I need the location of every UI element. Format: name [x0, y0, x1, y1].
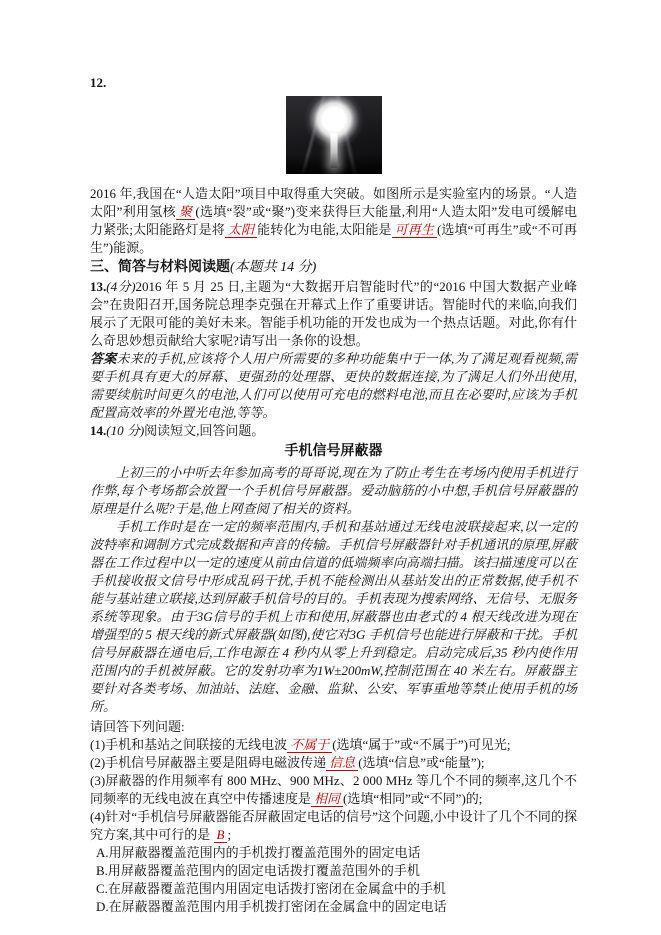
option-b: B.用屏蔽器覆盖范围内的固定电话拨打覆盖范围外的手机 [96, 863, 420, 878]
sub-question-1: (1)手机和基站之间联接的无线电波 不属于 (选填“属于”或“不属于”)可见光; [90, 737, 511, 752]
passage-paragraph-2: 手机工作时是在一定的频率范围内,手机和基站通过无线电波联接起来,以一定的波特率和调制方式完成数据和声音的传输。手机信号屏蔽器针对手机通讯的原理,屏蔽器在工作过程中以一定的速度从前由信道的低端频率向高端扫描。该扫描速度可以在手机接收报文信号中形成乱码干扰,手机不能检测出从基站发出的正常数据,使手机不能与基站建立联接,达到屏蔽手机信号的目的。手机表现为搜索网络、无信号、无服务系统等现象。由于3G信号的手机上市和使用,屏蔽器也由老式的 4 根天线改进为现在增强型的 5 根天线的新式屏蔽器(如图),使它对3G 手机信号也能进行屏蔽和干扰。手机信号屏蔽器在通电后,工作电源在 4 秒内从零上升到稳定。启动完成后,35 秒内使作用范围内的手机被屏蔽。它的发射功率为1W±200mW,控制范围在 40 米左右。屏蔽器主要针对各类考场、加油站、法庭、金融、监狱、公安、军事重地等禁止使用手机的场所。 [90, 519, 577, 714]
question-13-answer: 答案未来的手机,应该将个人用户所需要的多种功能集中于一体,为了满足观看视频,需要手机具有更大的屏幕、更强劲的处理器、更快的数据连接,为了满足人们外出使用,需要续航时间更久的电池,人们可以使用可充电的燃料电池,而且在必要时,应该为手机配置高效率的外置光电池,等等。 [90, 351, 577, 420]
passage-title: 手机信号屏蔽器 [284, 444, 383, 459]
handwritten-answer: 不属于 [287, 737, 332, 753]
sub-questions-intro: 请回答下列问题: [90, 719, 185, 734]
sub-question-2: (2)手机信号屏蔽器主要是阻碍电磁波传递 信息 (选填“信息”或“能量”); [90, 755, 485, 770]
passage-paragraph-1: 上初三的小中听去年参加高考的哥哥说,现在为了防止考生在考场内使用手机进行作弊,每个考场都会放置一个手机信号屏蔽器。爱动脑筋的小中想,手机信号屏蔽器的原理是什么呢?于是,他上网查阅了相关的资料。 [90, 465, 577, 516]
question-14-intro: 14.(10 分)阅读短文,回答问题。 [90, 423, 265, 438]
question-13-text: 13.(4分)2016 年 5 月 25 日,主题为“大数据开启智能时代”的“2016 中国大数据产业峰会”在贵阳召开,国务院总理李克强在开幕式上作了重要讲话。智能时代的来临,向我们展示了无限可能的美好未来。智能手机功能的开发也成为一个热点话题。对此,你有什么奇思妙想贡献给大家呢?请写出一条你的设想。 [90, 279, 577, 348]
question-12-text: 2016 年,我国在“人造太阳”项目中取得重大突破。如图所示是实验室内的场景。“人造太阳”利用氢核 聚 (选填“裂”或“聚”)变来获得巨大能量,利用“人造太阳”发电可缓解电力紧张;太阳能路灯是将 太阳 能转化为电能,太阳能是 可再生 (选填“可再生”或“不可再生”)能源。 [90, 186, 577, 255]
handwritten-answer: 相同 [311, 791, 343, 807]
handwritten-answer: B [214, 827, 228, 843]
question-12-number: 12. [90, 75, 107, 90]
option-d: D.在屏蔽器覆盖范围内用手机拨打密闭在金属盒中的固定电话 [96, 899, 447, 914]
sub-question-4: (4)针对“手机信号屏蔽器能否屏蔽固定电话的信号”这个问题,小中设计了几个不同的探究方案,其中可行的是 B ; [90, 809, 577, 842]
handwritten-answer: 可再生 [392, 222, 437, 238]
handwritten-answer: 信息 [326, 755, 358, 771]
artificial-sun-photo [286, 96, 382, 174]
section-3-heading: 三、简答与材料阅读题(本题共 14 分) [90, 260, 317, 275]
figure-q12 [90, 96, 577, 179]
handwritten-answer: 聚 [176, 204, 195, 220]
handwritten-answer: 太阳 [225, 222, 257, 238]
sub-question-3: (3)屏蔽器的作用频率有 800 MHz、900 MHz、2 000 MHz 等几个不同的频率,这几个不同频率的无线电波在真空中传播速度是 相同 (选填“相同”或“不同”)的; [90, 773, 577, 806]
option-c: C.在屏蔽器覆盖范围内用固定电话拨打密闭在金属盒中的手机 [96, 881, 446, 896]
option-a: A.用屏蔽器覆盖范围内的手机拨打覆盖范围外的固定电话 [96, 845, 421, 860]
